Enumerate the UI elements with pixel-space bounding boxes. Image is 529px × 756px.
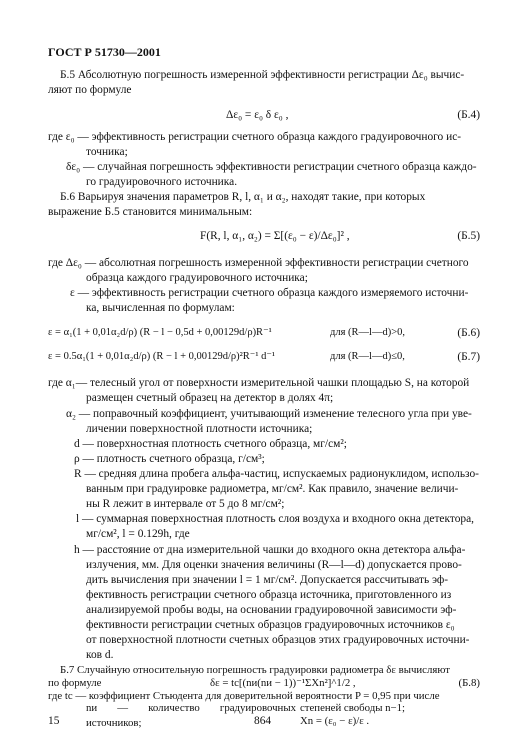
page-number-left: 15: [48, 715, 60, 727]
def-l: l — суммарная поверхностная плотность слоя воздуха и входного окна детектора,: [76, 513, 474, 525]
b7-line2: по формуле: [48, 677, 102, 689]
def-h-cont4: анализируемой пробы воды, на основании градуировочной зависимости эф-: [86, 604, 457, 616]
def-alpha2-cont: личении поверхностной плотности источника;: [86, 423, 313, 435]
def-h-cont5: фективности регистрации счетных образцов градуировочных источников ε₀: [86, 619, 455, 631]
def-eps-cont: ка, вычисленная по формулам:: [86, 302, 235, 314]
def-delta-eps0: δε₀ — случайная погрешность эффективности регистрации счетного образца каждо-: [66, 161, 477, 173]
def-R-cont2: ны R лежит в интервале от 5 до 8 мг/см²;: [86, 498, 285, 510]
def-eps0-cont: точника;: [86, 146, 128, 158]
equation-b8: δε = tc[(nи(nи − 1))⁻¹ΣXn²]^1/2 ,: [210, 677, 356, 689]
def-d: d — поверхностная плотность счетного образца, мг/см²;: [74, 438, 347, 450]
def-alpha2: α₂ — поправочный коэффициент, учитывающий изменение телесного угла при уве-: [66, 408, 472, 420]
b5-line2: ляют по формуле: [48, 84, 132, 96]
def-tc: где tc — коэффициент Стьюдента для доверительной вероятности P = 0,95 при числе: [48, 690, 440, 702]
equation-b7-condition: для (R—l—d)≤0,: [330, 351, 405, 362]
b5-line1: Б.5 Абсолютную погрешность измеренной эффективности регистрации Δε₀ вычис-: [60, 69, 465, 81]
def-rho: ρ — плотность счетного образца, г/см³;: [74, 453, 265, 465]
equation-b4: Δε₀ = ε₀ δ ε₀ ,: [226, 109, 289, 121]
page-header: ГОСТ Р 51730—2001: [48, 45, 161, 59]
b6-line1: Б.6 Варьируя значения параметров R, l, α₁ и α₂, находят такие, при которых: [60, 191, 426, 203]
equation-b5: F(R, l, α₁, α₂) = Σ[(ε₀ − ε)/Δε₀]² ,: [200, 230, 350, 242]
def-h-cont6: от поверхностной плотности счетных образцов этих градуировочных источни-: [86, 634, 470, 646]
def-h-cont7: ков d.: [86, 649, 114, 661]
def-R-cont1: ванным при градуировке радиометра, мг/см². Как правило, значение величи-: [86, 483, 459, 495]
def-l-cont: мг/см², l = 0.129h, где: [86, 528, 190, 540]
equation-b7: ε = 0.5α₁(1 + 0,01α₂d/ρ) (R − l + 0,00129d/ρ)²R⁻¹ d⁻¹: [48, 351, 276, 362]
def-delta-eps0-cont: го градуировочного источника.: [86, 176, 238, 188]
def-h-cont2: дить вычисления при значении l = 1 мг/см². Допускается рассчитывать эф-: [86, 574, 449, 586]
def-delta-eps0-b6: где Δε₀ — абсолютная погрешность измеренной эффективности регистрации счетного: [48, 257, 469, 269]
def-h-cont1: излучения, мм. Для оценки значения величины (R—l—d) допускается прово-: [86, 559, 462, 571]
def-alpha1: где α₁— телесный угол от поверхности измерительной чашки площадью S, на которой: [48, 377, 470, 389]
def-n: nи — количество градуировочных источников;: [86, 702, 296, 729]
equation-number-b8: (Б.8): [458, 677, 480, 689]
def-delta-eps0-b6-cont: образца каждого градуировочного источника;: [86, 272, 308, 284]
def-tc-cont: степеней свободы n−1;: [300, 702, 406, 714]
equation-number-b7: (Б.7): [457, 351, 480, 363]
equation-number-b4: (Б.4): [457, 109, 480, 121]
def-h-cont3: фективность регистрации счетного образца источника, приготовленного из: [86, 589, 452, 601]
equation-number-b6: (Б.6): [457, 327, 480, 339]
def-eps: ε — эффективность регистрации счетного образца каждого измеряемого источни-: [70, 287, 469, 299]
b7-line1: Б.7 Случайную относительную погрешность градуировки радиометра δε вычисляют: [60, 664, 450, 676]
equation-b6-condition: для (R—l—d)>0,: [330, 327, 405, 338]
def-eps0: где ε₀ — эффективность регистрации счетного образца каждого градуировочного ис-: [48, 131, 462, 143]
def-R: R — средняя длина пробега альфа-частиц, испускаемых радионуклидом, использо-: [74, 468, 479, 480]
b6-line2: выражение Б.5 становится минимальным:: [48, 206, 253, 218]
def-Xn: Xn = (ε₀ − ε)/ε .: [300, 715, 370, 727]
page-number-center: 864: [254, 715, 272, 727]
def-h: h — расстояние от дна измерительной чашки до входного окна детектора альфа-: [74, 544, 466, 556]
equation-number-b5: (Б.5): [457, 230, 480, 242]
equation-b6: ε = α₁(1 + 0,01α₂d/ρ) (R − l − 0,5d + 0,00129d/ρ)R⁻¹: [48, 327, 272, 338]
def-alpha1-cont: размещен счетный образец на детектор в долях 4π;: [86, 392, 334, 404]
